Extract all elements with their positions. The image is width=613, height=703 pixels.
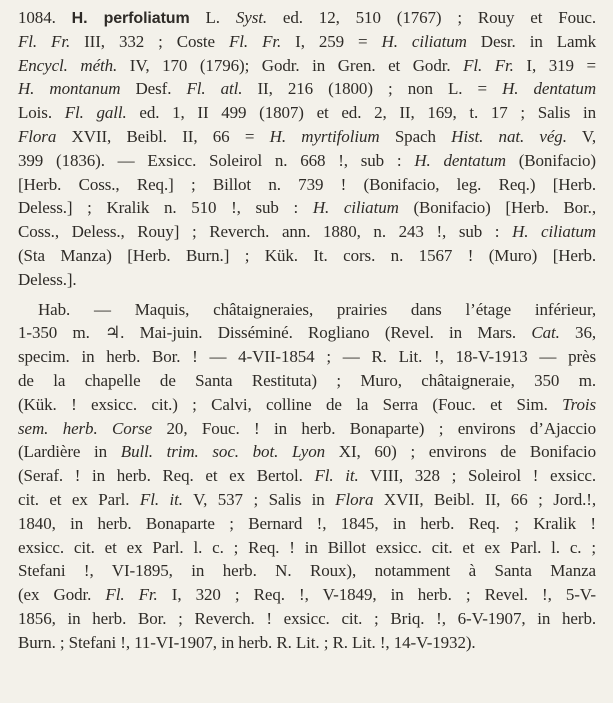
italic-citation: Flora: [335, 490, 374, 509]
text-line: [18, 346, 596, 368]
text-segment: Deless.].: [18, 269, 77, 289]
text-line: [18, 197, 596, 219]
text-segment: de la chapelle de Santa Restituta) ; Muro, châtaigneraie, 350 m.: [18, 371, 596, 390]
text-line: [18, 465, 596, 487]
italic-citation: Fl. it.: [139, 490, 183, 509]
italic-citation: Bull. trim. soc. bot. Lyon: [120, 442, 326, 462]
italic-citation: Fl. it.: [314, 466, 359, 486]
text-segment: I, 319 =: [513, 55, 596, 75]
text-line: [18, 55, 596, 77]
text-line: [18, 632, 596, 654]
text-segment: L.: [189, 8, 236, 27]
text-segment: (Seraf. ! in herb. Req. et ex Bertol.: [18, 466, 315, 486]
text-segment: cit. et ex Parl.: [18, 490, 140, 509]
text-segment: V, 537 ; Salis in: [182, 490, 336, 509]
text-line: [18, 78, 596, 100]
italic-citation: Fl. gall.: [64, 103, 127, 123]
italic-citation: H. myrtifolium: [269, 127, 380, 146]
text-segment: specim. in herb. Bor. ! — 4-VII-1854 ; — R. Lit. !, 18-V-1913 — près: [18, 347, 596, 367]
text-line: [38, 299, 596, 321]
italic-citation: H. ciliatum: [381, 31, 467, 51]
italic-citation: Fl. Fr.: [463, 55, 514, 75]
text-segment: 1856, in herb. Bor. ; Reverch. ! exsicc. cit. ; Briq. !, 6-V-1907, in herb.: [18, 609, 596, 628]
text-line: [18, 441, 596, 463]
italic-citation: H. montanum: [18, 79, 121, 99]
text-line: [18, 537, 596, 559]
text-segment: ed. 1, II 499 (1807) et ed. 2, II, 169, t. 17 ; Salis in: [126, 103, 597, 123]
text-segment: Desr. in Lamk: [466, 31, 596, 51]
text-segment: XI, 60) ; environs de Bonifacio: [325, 442, 596, 462]
text-line: [18, 370, 596, 392]
text-segment: ed. 12, 510 (1767) ; Rouy et Fouc.: [266, 8, 596, 27]
italic-citation: H. ciliatum: [312, 198, 399, 218]
italic-citation: Flora: [18, 127, 57, 146]
text-line: [18, 584, 596, 606]
text-line: [18, 322, 596, 344]
text-segment: 36,: [559, 323, 596, 343]
text-line: [18, 245, 596, 267]
italic-citation: H. dentatum: [502, 79, 596, 99]
italic-citation: Syst.: [235, 8, 267, 27]
text-segment: Hab. — Maquis, châtaigneraies, prairies dans l’étage inférieur,: [38, 299, 596, 319]
text-line: [18, 221, 596, 243]
text-segment: 1-350 m. ♃. Mai-juin. Disséminé. Rogliano (Revel. in Mars.: [18, 323, 532, 343]
text-line: [18, 269, 596, 291]
text-line: [18, 560, 596, 582]
text-segment: (Kük. ! exsicc. cit.) ; Calvi, colline de la Serra (Fouc. et Sim.: [18, 394, 563, 414]
text-line: [18, 150, 596, 172]
italic-citation: Fl. Fr.: [229, 31, 282, 51]
text-segment: exsicc. cit. et ex Parl. l. c. ; Req. ! in Billot exsicc. cit. et ex Parl. l. c. ;: [18, 537, 596, 557]
text-line: [18, 7, 596, 29]
text-segment: Coss., Deless., Rouy] ; Reverch. ann. 1880, n. 243 !, sub :: [18, 222, 513, 242]
italic-citation: Encycl. méth.: [18, 55, 118, 75]
text-segment: III, 332 ; Coste: [70, 31, 230, 51]
text-segment: I, 320 ; Req. !, V-1849, in herb. ; Revel. !, 5-V-: [157, 585, 596, 605]
species-name: H. perfoliatum: [71, 10, 190, 27]
text-segment: II, 216 (1800) ; non L. =: [242, 79, 503, 99]
italic-citation: sem. herb. Corse: [18, 418, 153, 438]
italic-citation: Fl. Fr.: [105, 585, 158, 605]
italic-citation: H. dentatum: [414, 150, 506, 170]
text-line: [18, 102, 596, 124]
text-segment: 1840, in herb. Bonaparte ; Bernard !, 1845, in herb. Req. ; Kralik !: [18, 513, 596, 533]
text-segment: IV, 170 (1796); Godr. in Gren. et Godr.: [117, 55, 464, 75]
text-segment: 20, Fouc. ! in herb. Bonaparte) ; environs d’Ajaccio: [152, 418, 596, 438]
text-segment: 1084.: [18, 8, 72, 27]
text-line: [18, 489, 596, 511]
text-segment: I, 259 =: [281, 31, 382, 51]
text-segment: Deless.] ; Kralik n. 510 !, sub :: [18, 198, 313, 218]
text-line: [18, 608, 596, 630]
text-segment: Burn. ; Stefani !, 11-VI-1907, in herb. R. Lit. ; R. Lit. !, 14-V-1932).: [18, 632, 476, 652]
text-segment: Spach: [379, 127, 452, 146]
text-segment: (Bonifacio) [Herb. Bor.,: [398, 198, 596, 218]
text-segment: (ex Godr.: [18, 585, 106, 605]
text-segment: V,: [566, 127, 596, 146]
italic-citation: Hist. nat. vég.: [451, 127, 567, 146]
text-segment: 399 (1836). — Exsicc. Soleirol n. 668 !, sub :: [18, 150, 415, 170]
text-segment: (Sta Manza) [Herb. Burn.] ; Kük. It. cors. n. 1567 ! (Muro) [Herb.: [18, 246, 596, 265]
text-segment: VIII, 328 ; Soleirol ! exsicc.: [358, 466, 596, 486]
text-segment: XVII, Beibl. II, 66 ; Jord.!,: [373, 490, 596, 509]
text-segment: XVII, Beibl. II, 66 =: [56, 127, 270, 146]
text-segment: (Lardière in: [18, 442, 121, 462]
text-segment: [Herb. Coss., Req.] ; Billot n. 739 ! (Bonifacio, leg. Req.) [Herb.: [18, 174, 596, 194]
text-segment: Stefani !, VI-1895, in herb. N. Roux), notamment à Santa Manza: [18, 561, 596, 581]
italic-citation: Cat.: [531, 323, 560, 343]
text-line: [18, 126, 596, 148]
text-line: [18, 174, 596, 196]
text-segment: Desf.: [120, 79, 187, 99]
text-line: [18, 513, 596, 535]
italic-citation: Fl. Fr.: [18, 31, 71, 51]
italic-citation: H. ciliatum: [512, 222, 596, 242]
italic-citation: Trois: [562, 394, 596, 414]
text-segment: (Bonifacio): [505, 150, 596, 170]
text-segment: Lois.: [18, 103, 65, 123]
italic-citation: Fl. atl.: [186, 79, 243, 99]
text-line: [18, 31, 596, 53]
text-line: [18, 418, 596, 440]
text-line: [18, 394, 596, 416]
